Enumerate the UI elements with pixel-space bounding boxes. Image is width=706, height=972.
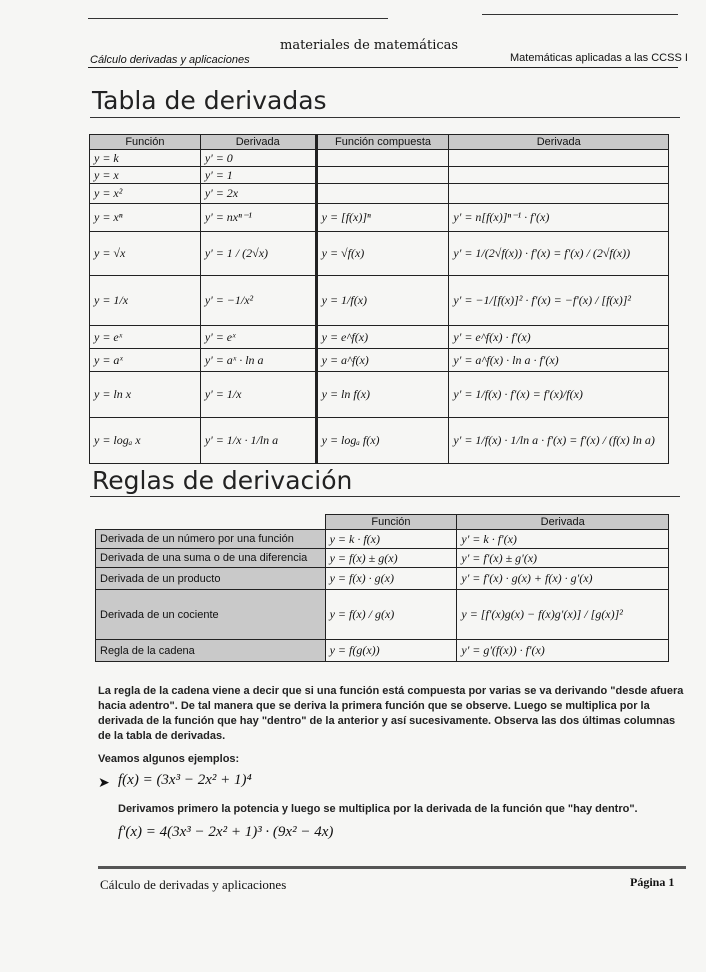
section-title-rules: Reglas de derivación (92, 466, 353, 495)
examples-intro: Veamos algunos ejemplos: (98, 753, 240, 765)
rule-name: Derivada de un cociente (96, 590, 326, 640)
cell: y' = nxⁿ⁻¹ (200, 204, 316, 232)
section2-rule (90, 496, 680, 497)
table-row (96, 590, 669, 640)
table-row (90, 326, 669, 349)
table-row (90, 184, 669, 204)
cell: y = √f(x) (316, 232, 449, 276)
cell: y = f(x) · g(x) (325, 568, 457, 590)
header-right: Matemáticas aplicadas a las CCSS I (510, 52, 688, 64)
table-row (96, 549, 669, 568)
cell (316, 184, 449, 204)
table-row (90, 349, 669, 372)
cell: y' = −1/x² (200, 276, 316, 326)
footer-left: Cálculo de derivadas y aplicaciones (100, 877, 287, 892)
blank-corner (96, 515, 326, 530)
cell: y = eˣ (90, 326, 201, 349)
cell: y = f(x) ± g(x) (325, 549, 457, 568)
cell: y = e^f(x) (316, 326, 449, 349)
cell: y' = 1 (200, 167, 316, 184)
cell: y = f(x) / g(x) (325, 590, 457, 640)
derivatives-table (89, 134, 669, 464)
table-header-row (90, 135, 669, 150)
example-derivative: f'(x) = 4(3x³ − 2x² + 1)³ · (9x² − 4x) (118, 824, 334, 840)
cell: y = a^f(x) (316, 349, 449, 372)
cell (316, 167, 449, 184)
col-header: Función compuesta (316, 135, 449, 150)
col-header: Función (90, 135, 201, 150)
header-left: Cálculo derivadas y aplicaciones (90, 54, 250, 66)
cell (449, 167, 669, 184)
cell: y = k · f(x) (325, 530, 457, 549)
cell: y' = 1/f(x) · f'(x) = f'(x)/f(x) (449, 372, 669, 418)
cell (316, 150, 449, 167)
cell: y = √x (90, 232, 201, 276)
bullet-arrow-icon: ➤ (98, 776, 110, 791)
header-rule (88, 67, 678, 68)
table-row (90, 372, 669, 418)
cell: y = ln f(x) (316, 372, 449, 418)
cell: y' = aˣ · ln a (200, 349, 316, 372)
cell: y = [f(x)]ⁿ (316, 204, 449, 232)
table-header-row (96, 515, 669, 530)
section-title-derivatives: Tabla de derivadas (92, 86, 327, 115)
cell: y = 1/f(x) (316, 276, 449, 326)
cell: y' = 0 (200, 150, 316, 167)
cell: y = x² (90, 184, 201, 204)
footer-rule (98, 866, 686, 869)
cell (449, 184, 669, 204)
cell: y' = g'(f(x)) · f'(x) (457, 640, 669, 662)
cell: y = ln x (90, 372, 201, 418)
top-rule-right (482, 14, 678, 15)
cell: y' = f'(x) ± g'(x) (457, 549, 669, 568)
cell: y = aˣ (90, 349, 201, 372)
cell: y' = e^f(x) · f'(x) (449, 326, 669, 349)
section1-rule (90, 117, 680, 118)
page-number: Página 1 (630, 875, 675, 889)
table-row (90, 167, 669, 184)
col-header: Derivada (457, 515, 669, 530)
table-row (90, 232, 669, 276)
cell: y' = 1/x (200, 372, 316, 418)
cell: y = k (90, 150, 201, 167)
table-row (90, 204, 669, 232)
table-row (96, 568, 669, 590)
rule-name: Derivada de un producto (96, 568, 326, 590)
cell: y' = 1/x · 1/ln a (200, 418, 316, 464)
cell: y = f(g(x)) (325, 640, 457, 662)
cell: y = logₐ x (90, 418, 201, 464)
example-function: f(x) = (3x³ − 2x² + 1)⁴ (118, 772, 252, 788)
cell: y = [f'(x)g(x) − f(x)g'(x)] / [g(x)]² (457, 590, 669, 640)
cell: y' = n[f(x)]ⁿ⁻¹ · f'(x) (449, 204, 669, 232)
header-center: materiales de matemáticas (280, 38, 459, 53)
cell: y = logₐ f(x) (316, 418, 449, 464)
col-header: Derivada (449, 135, 669, 150)
table-row (90, 418, 669, 464)
rule-name: Regla de la cadena (96, 640, 326, 662)
col-header: Función (325, 515, 457, 530)
top-rule-left (88, 18, 388, 19)
example-explanation: Derivamos primero la potencia y luego se multiplica por la derivada de la función que "hay dentro". (118, 803, 638, 815)
rule-name: Derivada de una suma o de una diferencia (96, 549, 326, 568)
rule-name: Derivada de un número por una función (96, 530, 326, 549)
cell: y = 1/x (90, 276, 201, 326)
col-header: Derivada (200, 135, 316, 150)
cell (449, 150, 669, 167)
table-row (90, 150, 669, 167)
cell: y' = 1/f(x) · 1/ln a · f'(x) = f'(x) / (f(x) ln a) (449, 418, 669, 464)
table-row (96, 640, 669, 662)
chain-rule-paragraph: La regla de la cadena viene a decir que si una función está compuesta por varias se va derivando "desde afuera hacia adentro". De tal manera que se deriva la primera función que se observe. Luego se multiplica por la derivada de la función que hay "dentro" de la anterior y así sucesivamente. Observa las dos últimas columnas de la tabla de derivadas. (98, 685, 684, 742)
cell: y' = −1/[f(x)]² · f'(x) = −f'(x) / [f(x)]² (449, 276, 669, 326)
cell: y' = a^f(x) · ln a · f'(x) (449, 349, 669, 372)
rules-table (95, 514, 669, 662)
cell: y = xⁿ (90, 204, 201, 232)
table-row (96, 530, 669, 549)
table-row (90, 276, 669, 326)
cell: y = x (90, 167, 201, 184)
cell: y' = f'(x) · g(x) + f(x) · g'(x) (457, 568, 669, 590)
cell: y' = 1 / (2√x) (200, 232, 316, 276)
cell: y' = eˣ (200, 326, 316, 349)
cell: y' = 1/(2√f(x)) · f'(x) = f'(x) / (2√f(x)) (449, 232, 669, 276)
cell: y' = 2x (200, 184, 316, 204)
cell: y' = k · f'(x) (457, 530, 669, 549)
